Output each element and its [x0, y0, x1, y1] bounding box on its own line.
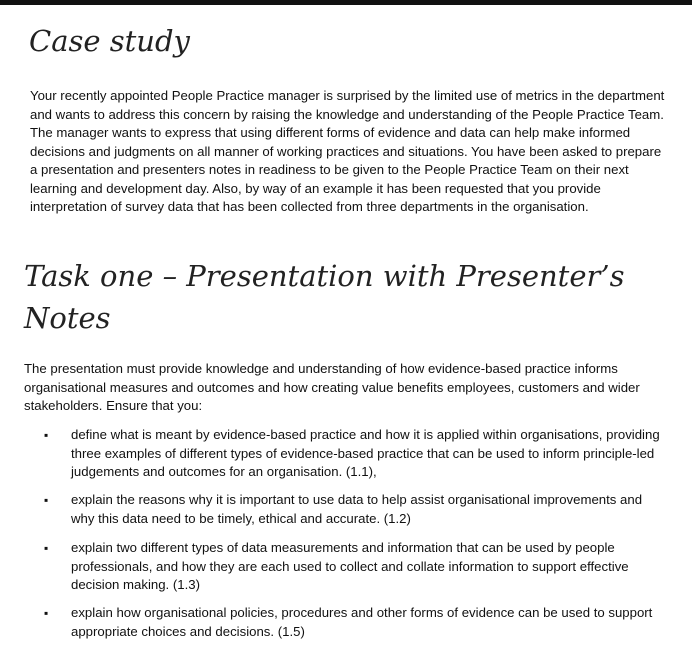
bullet-square-icon: ▪	[44, 606, 49, 620]
requirement-text: define what is meant by evidence-based practice and how it is applied within organisations, providing three examples of different types of evidence-based practice that can be used to inform principle-led judgements and outcomes for an organisation. (1.1),	[71, 427, 660, 479]
bullet-square-icon: ▪	[44, 541, 49, 555]
case-study-paragraph: Your recently appointed People Practice manager is surprised by the limited use of metrics in the department and wants to address this concern by raising the knowledge and understanding of the People Practice Team. The manager wants to express that using different forms of evidence and data can help make informed decisions and judgments on all manner of working practices and situations. You have been asked to prepare a presentation and presenters notes in readiness to be given to the People Practice Team on their next learning and development day. Also, by way of an example it has been requested that you provide interpretation of survey data that has been collected from three departments in the organisation.	[30, 88, 665, 214]
case-study-heading: Case study	[29, 24, 190, 58]
top-border-bar	[0, 0, 692, 5]
requirement-text: explain two different types of data measurements and information that can be used by people professionals, and how they are each used to collect and collate information to support effective decision making. (1.3)	[71, 540, 629, 592]
requirement-text: explain the reasons why it is important to use data to help assist organisational improvements and why this data need to be timely, ethical and accurate. (1.2)	[71, 492, 643, 526]
bullet-square-icon: ▪	[44, 493, 49, 507]
bullet-square-icon: ▪	[44, 428, 49, 442]
requirement-text: explain how organisational policies, procedures and other forms of evidence can be used to support appropriate choices and decisions. (1.5)	[71, 605, 653, 639]
task-one-intro: The presentation must provide knowledge and understanding of how evidence-based practice informs organisational measures and outcomes and how creating value benefits employees, customers and wider stakeholders. Ensure that you:	[24, 361, 640, 413]
task-one-heading: Task one – Presentation with Presenter’s Notes	[24, 259, 625, 335]
